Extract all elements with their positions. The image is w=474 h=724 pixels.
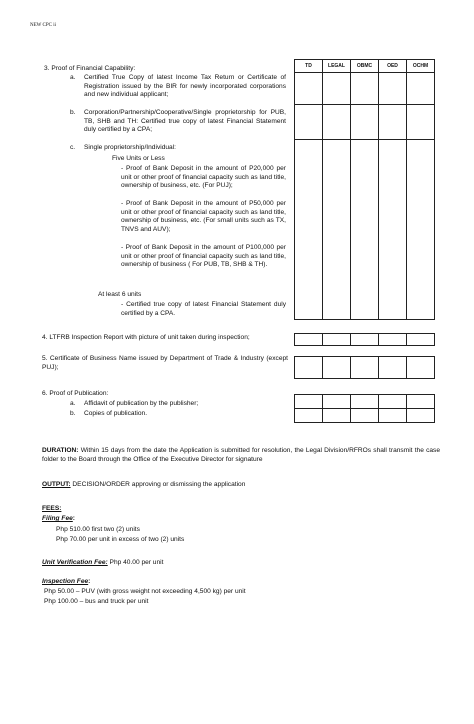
checkbox-cell[interactable] (351, 357, 379, 379)
checkbox-cell[interactable] (295, 357, 323, 379)
checkbox-cell[interactable] (407, 140, 435, 320)
col-header-legal: LEGAL (323, 60, 351, 73)
checkbox-cell[interactable] (407, 73, 435, 105)
unit-verification-fee (42, 559, 163, 568)
checkbox-cell[interactable] (295, 395, 323, 409)
item3-title: 3. Proof of Financial Capability: (44, 65, 136, 72)
checklist-table-item4 (294, 333, 435, 346)
item6a-text: Affidavit of publication by the publisher; (84, 400, 199, 407)
checkbox-cell[interactable] (295, 140, 323, 320)
checkbox-cell[interactable] (407, 334, 435, 346)
filing-fee-heading (42, 515, 75, 524)
inspection-fee-line-1: Php 50.00 – PUV (with gross weight not exceeding 4,500 kg) per unit (44, 588, 246, 595)
item3b-text: Corporation/Partnership/Cooperative/Single proprietorship for PUB, TB, SHB and TH: Certified true copy of latest Financial Statement duly certified by a CPA; (84, 109, 286, 134)
checkbox-cell[interactable] (351, 105, 379, 140)
checklist-table-item3 (294, 59, 435, 320)
checkbox-cell[interactable] (379, 409, 407, 423)
output-label: OUTPUT: (42, 481, 71, 488)
checkbox-cell[interactable] (323, 334, 351, 346)
checkbox-cell[interactable] (379, 73, 407, 105)
output-text: DECISION/ORDER approving or dismissing the application (72, 481, 246, 488)
checkbox-cell[interactable] (379, 105, 407, 140)
deposit-pub: - Proof of Bank Deposit in the amount of P100,000 per unit or other proof of financial capacity such as land title, ownership of business ( For PUB, TB, SHB & TH). (121, 244, 286, 269)
unit-verification-text: Php 40.00 per unit (109, 559, 164, 566)
checkbox-cell[interactable] (323, 105, 351, 140)
item6a-letter: a. (70, 400, 76, 407)
item6b-text: Copies of publication. (84, 410, 148, 417)
duration-label: DURATION: (42, 447, 79, 454)
item3c-title: Single proprietorship/Individual: (84, 144, 177, 151)
duration-text: Within 15 days from the date the Application is submitted for resolution, the Legal Division/RFROs shall transmit the case folder to the Board through the Office of the Executive Director for signature (42, 447, 440, 463)
item3a-text: Certified True Copy of latest Income Tax Return or Certificate of Registration issued by the BIR for newly incorporated corporations and new individual applicant; (84, 74, 286, 99)
inspection-fee-heading (42, 578, 90, 587)
checkbox-cell[interactable] (379, 357, 407, 379)
checklist-table-item6 (294, 394, 435, 423)
col-header-oed: OED (379, 60, 407, 73)
checkbox-cell[interactable] (351, 140, 379, 320)
checkbox-cell[interactable] (295, 409, 323, 423)
checkbox-cell[interactable] (323, 357, 351, 379)
filing-fee-line-2: Php 70.00 per unit in excess of two (2) units (56, 536, 185, 543)
filing-fee-colon: : (72, 515, 75, 522)
checkbox-cell[interactable] (295, 105, 323, 140)
col-header-ochm: OCHM (407, 60, 435, 73)
item3a-letter: a. (70, 74, 76, 81)
filing-fee-label: Filing Fee (42, 515, 73, 522)
financial-statement-req: - Certified true copy of latest Financial Statement duly certified by a CPA. (121, 301, 286, 317)
item3b-letter: b. (70, 109, 76, 116)
checkbox-cell[interactable] (407, 357, 435, 379)
deposit-small-units: - Proof of Bank Deposit in the amount of P50,000 per unit or other proof of financial capacity such as land title, ownership of business, etc. (For small units such as TX, TNVS and AUV); (121, 200, 286, 233)
deposit-puj: - Proof of Bank Deposit in the amount of P20,000 per unit or other proof of financial capacity such as land title, ownership of business, etc. (For PUJ); (121, 165, 286, 190)
checkbox-cell[interactable] (379, 140, 407, 320)
item5-text: 5. Certificate of Business Name issued by Department of Trade & Industry (except PUJ); (42, 355, 288, 371)
checkbox-cell[interactable] (407, 105, 435, 140)
checkbox-cell[interactable] (323, 140, 351, 320)
checkbox-cell[interactable] (351, 409, 379, 423)
item6-title: 6. Proof of Publication: (42, 390, 109, 397)
inspection-fee-line-2: Php 100.00 – bus and truck per unit (44, 598, 149, 605)
checkbox-cell[interactable] (407, 395, 435, 409)
item4-text: 4. LTFRB Inspection Report with picture of unit taken during inspection; (42, 334, 250, 341)
item6b-letter: b. (70, 410, 76, 417)
inspection-fee-colon: : (88, 578, 91, 585)
checkbox-cell[interactable] (351, 334, 379, 346)
checkbox-cell[interactable] (323, 73, 351, 105)
fees-heading: FEES: (42, 505, 62, 512)
col-header-obmc: OBMC (351, 60, 379, 73)
filing-fee-line-1: Php 510.00 first two (2) units (56, 526, 140, 533)
col-header-td: TD (295, 60, 323, 73)
checkbox-cell[interactable] (295, 73, 323, 105)
checkbox-cell[interactable] (379, 395, 407, 409)
checklist-table-item5 (294, 356, 435, 379)
checkbox-cell[interactable] (351, 73, 379, 105)
checkbox-cell[interactable] (323, 395, 351, 409)
checkbox-cell[interactable] (351, 395, 379, 409)
six-units-label: At least 6 units (98, 291, 142, 298)
inspection-fee-label: Inspection Fee (42, 578, 89, 585)
output-section (42, 481, 245, 490)
form-code: NEW CPC ii (30, 23, 57, 28)
checkbox-cell[interactable] (323, 409, 351, 423)
checkbox-cell[interactable] (379, 334, 407, 346)
checkbox-cell[interactable] (295, 334, 323, 346)
unit-verification-label: Unit Verification Fee: (42, 559, 108, 566)
checkbox-cell[interactable] (407, 409, 435, 423)
duration-section (42, 447, 440, 464)
five-units-label: Five Units or Less (112, 155, 165, 162)
item3c-letter: c. (70, 144, 76, 151)
